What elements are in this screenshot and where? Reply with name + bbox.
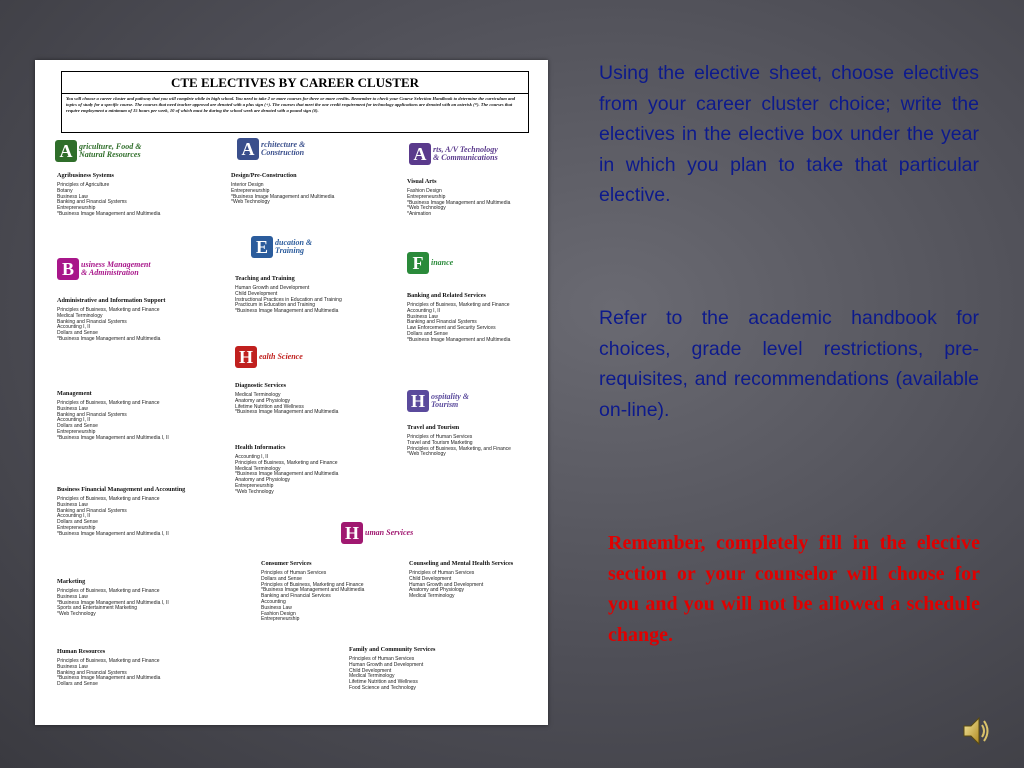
- course-item: *Business Image Management and Multimedia: [235, 471, 339, 478]
- logo-label-2: Tourism: [431, 400, 459, 409]
- course-item: Anatomy and Physiology: [409, 587, 465, 594]
- course-item: Medical Terminology: [409, 593, 455, 600]
- logo-label-1: griculture, Food &: [79, 142, 142, 151]
- logo-agriculture: [55, 140, 141, 162]
- cluster-heading: Management: [57, 390, 92, 397]
- course-item: Instructional Practices in Education and Training: [235, 296, 342, 303]
- letter-h-icon: H: [407, 390, 429, 412]
- course-item: Dollars and Sense: [407, 330, 448, 337]
- course-item: Travel and Tourism Marketing: [407, 439, 473, 446]
- cluster-health-informatics: [235, 444, 385, 496]
- cluster-heading: Teaching and Training: [235, 275, 295, 282]
- logo-label-1: ducation &: [275, 238, 313, 247]
- course-item: Principles of Agriculture: [57, 182, 110, 188]
- course-item: Accounting I, II: [57, 417, 91, 424]
- course-item: Dollars and Sense: [57, 330, 98, 337]
- course-item: Principles of Business, Marketing and Finance: [57, 307, 160, 313]
- course-item: *Business Image Management and Multimedia: [57, 675, 161, 682]
- course-item: Business Law: [57, 193, 88, 200]
- course-item: Dollars and Sense: [57, 681, 98, 688]
- cluster-heading: Agribusiness Systems: [57, 172, 114, 179]
- course-item: Principles of Business, Marketing and Finance: [261, 581, 364, 588]
- course-item: *Web Technology: [235, 488, 274, 495]
- course-item: Dollars and Sense: [57, 519, 98, 526]
- course-item: Food Science and Technology: [349, 684, 416, 691]
- logo-label-1: ospitality &: [431, 392, 469, 401]
- logo-label-2: & Communications: [433, 153, 498, 162]
- cluster-travel: [407, 424, 548, 458]
- course-item: Banking and Financial Systems: [57, 411, 127, 418]
- course-item: Entrepreneurship: [261, 616, 300, 623]
- course-item: Business Law: [57, 663, 88, 670]
- logo-architecture: [237, 138, 305, 160]
- course-item: Principles of Business, Marketing, and Finance: [407, 445, 511, 452]
- course-item: Human Growth and Development: [235, 285, 310, 291]
- logo-label-1: usiness Management: [81, 260, 151, 269]
- course-item: Entrepreneurship: [57, 205, 96, 212]
- cluster-banking: [407, 292, 548, 344]
- cluster-teaching: [235, 275, 385, 315]
- letter-b-icon: B: [57, 258, 79, 280]
- course-item: Principles of Business, Marketing and Finance: [57, 588, 160, 594]
- course-item: Principles of Business, Marketing and Finance: [57, 658, 160, 664]
- cluster-heading: Design/Pre-Construction: [231, 172, 297, 179]
- logo-business: [57, 258, 151, 280]
- course-item: Banking and Financial Systems: [57, 318, 127, 325]
- letter-h-icon: H: [235, 346, 257, 368]
- letter-a-icon: A: [409, 143, 431, 165]
- cluster-family: [349, 646, 499, 692]
- course-item: *Business Image Management and Multimedia I, II: [57, 599, 169, 606]
- course-item: Lifetime Nutrition and Wellness: [235, 403, 304, 410]
- cluster-marketing: [57, 578, 207, 618]
- logo-label-2: Training: [275, 246, 305, 255]
- logo-label-2: Construction: [261, 148, 305, 157]
- course-item: *Web Technology: [407, 205, 446, 212]
- course-item: Principles of Human Services: [407, 434, 473, 440]
- course-item: Child Development: [235, 290, 278, 297]
- course-item: Banking and Financial Systems: [57, 507, 127, 514]
- letter-a-icon: A: [55, 140, 77, 162]
- course-item: Sports and Entertainment Marketing: [57, 605, 138, 612]
- speaker-icon[interactable]: [962, 714, 990, 748]
- course-item: Accounting I, II: [57, 513, 91, 520]
- course-item: Principles of Human Services: [409, 570, 475, 576]
- course-item: *Web Technology: [57, 611, 96, 618]
- course-item: Medical Terminology: [57, 312, 103, 319]
- course-item: Fashion Design: [261, 610, 296, 617]
- course-item: Medical Terminology: [235, 392, 281, 398]
- course-item: Child Development: [349, 667, 392, 674]
- letter-h-icon: H: [341, 522, 363, 544]
- course-item: *Business Image Management and Multimedia: [57, 210, 161, 217]
- course-item: Business Law: [57, 501, 88, 508]
- cluster-heading: Family and Community Services: [349, 646, 436, 653]
- cluster-visual-arts: [407, 178, 548, 218]
- course-item: *Business Image Management and Multimedia: [261, 587, 365, 594]
- logo-human: [341, 522, 413, 544]
- logo-education: [251, 236, 312, 258]
- letter-a-icon: A: [237, 138, 259, 160]
- cluster-heading: Visual Arts: [407, 178, 437, 185]
- reminder-warning: Remember, completely fill in the elective section or your counselor will choose for you and you will not be allowed a schedule change.: [608, 532, 980, 646]
- course-item: Medical Terminology: [235, 465, 281, 472]
- course-item: *Business Image Management and Multimedia: [235, 409, 339, 416]
- course-item: Principles of Human Services: [261, 570, 327, 576]
- logo-label-2: Natural Resources: [79, 150, 141, 159]
- logo-label-1: inance: [431, 258, 454, 267]
- course-item: Accounting: [261, 598, 286, 605]
- cluster-heading: Business Financial Management and Accounting: [57, 486, 186, 493]
- logo-label-1: rts, A/V Technology: [433, 145, 498, 154]
- course-item: *Business Image Management and Multimedia: [231, 193, 335, 200]
- course-item: Entrepreneurship: [231, 187, 270, 194]
- course-item: Lifetime Nutrition and Wellness: [349, 679, 418, 686]
- course-item: Anatomy and Physiology: [235, 397, 291, 404]
- course-item: *Animation: [407, 211, 432, 218]
- cluster-heading: Counseling and Mental Health Services: [409, 560, 514, 567]
- course-item: Entrepreneurship: [235, 482, 274, 489]
- course-item: Principles of Business, Marketing and Finance: [57, 496, 160, 502]
- course-item: Child Development: [409, 575, 452, 582]
- cluster-heading: Human Resources: [57, 648, 106, 655]
- course-item: Entrepreneurship: [57, 524, 96, 531]
- course-item: Business Law: [407, 313, 438, 320]
- sheet-title: CTE ELECTIVES BY CAREER CLUSTER: [61, 71, 529, 94]
- course-item: Practicum in Education and Training: [235, 302, 316, 309]
- course-item: Business Law: [261, 604, 292, 611]
- elective-sheet-image: [35, 60, 548, 725]
- logo-label-1: uman Services: [365, 528, 414, 537]
- logo-label-1: rchitecture &: [261, 140, 306, 149]
- logo-hospitality: [407, 390, 469, 412]
- course-item: *Business Image Management and Multimedia: [407, 199, 511, 206]
- cluster-design: [231, 172, 381, 206]
- course-item: Human Growth and Development: [409, 581, 484, 588]
- course-item: Interior Design: [231, 182, 264, 188]
- course-item: Accounting I, II: [57, 324, 91, 331]
- course-item: *Web Technology: [407, 451, 446, 458]
- handbook-paragraph: Refer to the academic handbook for choices, grade level restrictions, pre-requisites, and recommendations (available on-line).: [599, 307, 979, 421]
- course-item: Medical Terminology: [349, 673, 395, 680]
- course-item: Accounting I, II: [407, 307, 441, 314]
- cluster-heading: Health Informatics: [235, 444, 286, 451]
- course-item: *Web Technology: [231, 199, 270, 206]
- course-item: Banking and Financial Systems: [57, 199, 127, 206]
- cluster-administrative: [57, 297, 207, 343]
- course-item: *Business Image Management and Multimedia: [57, 335, 161, 342]
- course-item: *Business Image Management and Multimedia I, II: [57, 530, 169, 537]
- course-item: Principles of Business, Marketing and Finance: [57, 400, 160, 406]
- course-item: *Business Image Management and Multimedia: [235, 308, 339, 315]
- course-item: Principles of Business, Marketing and Finance: [235, 459, 338, 466]
- cluster-heading: Administrative and Information Support: [57, 297, 166, 304]
- course-item: *Business Image Management and Multimedia I, II: [57, 434, 169, 441]
- course-item: Dollars and Sense: [57, 423, 98, 430]
- cluster-human-resources: [57, 648, 207, 688]
- cluster-heading: Diagnostic Services: [235, 382, 287, 389]
- cluster-heading: Consumer Services: [261, 560, 312, 567]
- instruction-paragraph: Using the elective sheet, choose electives from your career cluster choice; write the electives in the elective box under the year in which you plan to take that particular elective.: [599, 62, 979, 206]
- logo-health: [235, 346, 303, 368]
- course-item: Fashion Design: [407, 188, 442, 194]
- course-item: *Business Image Management and Multimedia: [407, 336, 511, 343]
- sheet-intro: You will choose a career cluster and pathway that you will complete while in high school. You need to take 2 or more courses for three or more credits. Remember to check your Course Selection Handbook to determine the curriculum and topics of study for a specific course. The courses that need teacher approval are denoted with a plus sign (+). The courses that meet the one credit requirement for technology applications are denoted with an asterisk (*). The courses that require employment a minimum of 15 hours per week, 10 of which must be during the school week are denoted with a pound sign (#).: [61, 93, 529, 133]
- course-item: Anatomy and Physiology: [235, 477, 291, 484]
- course-item: Entrepreneurship: [407, 193, 446, 200]
- cluster-management: [57, 390, 207, 442]
- course-item: Business Law: [57, 405, 88, 412]
- course-item: Banking and Financial Systems: [407, 319, 477, 326]
- letter-e-icon: E: [251, 236, 273, 258]
- cluster-heading: Marketing: [57, 578, 86, 585]
- course-item: Accounting I, II: [235, 454, 269, 460]
- course-item: Principles of Business, Marketing and Finance: [407, 302, 510, 308]
- logo-finance: [407, 252, 453, 274]
- course-item: Law Enforcement and Security Services: [407, 325, 496, 332]
- cluster-counseling: [409, 560, 548, 600]
- logo-label-1: ealth Science: [259, 352, 303, 361]
- cluster-diagnostic: [235, 382, 385, 416]
- cluster-consumer: [261, 560, 411, 623]
- course-item: Dollars and Sense: [261, 575, 302, 582]
- course-item: Business Law: [57, 593, 88, 600]
- course-item: Banking and Financial Services: [261, 593, 331, 600]
- course-item: Banking and Financial Systems: [57, 669, 127, 676]
- logo-label-2: & Administration: [81, 268, 139, 277]
- letter-f-icon: F: [407, 252, 429, 274]
- cluster-heading: Banking and Related Services: [407, 292, 486, 299]
- course-item: Entrepreneurship: [57, 428, 96, 435]
- course-item: Principles of Human Services: [349, 656, 415, 662]
- logo-arts: [409, 143, 498, 165]
- course-item: Botany: [57, 187, 73, 194]
- course-item: Human Growth and Development: [349, 661, 424, 668]
- cluster-business-financial: [57, 486, 207, 538]
- cluster-heading: Travel and Tourism: [407, 424, 460, 431]
- cluster-agribusiness: [57, 172, 207, 218]
